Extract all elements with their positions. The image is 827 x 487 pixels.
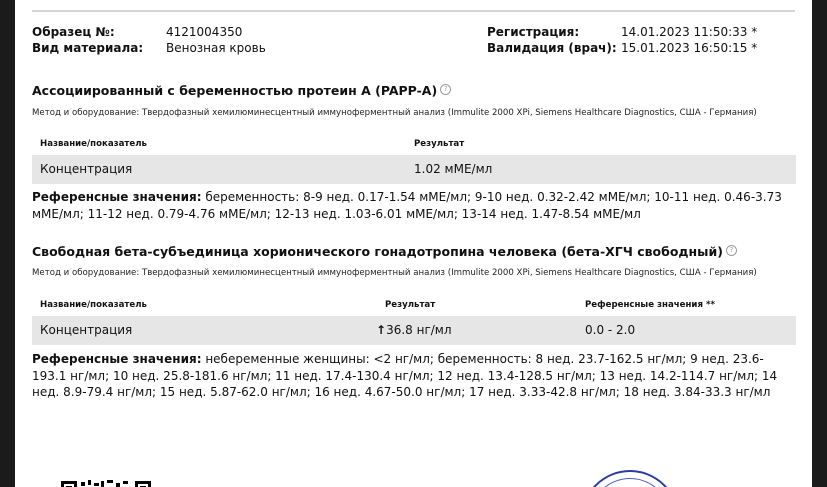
report-page	[15, 0, 812, 487]
section1-row-name: Концентрация	[40, 162, 133, 176]
section1-reference	[32, 189, 797, 222]
section2-row-result-cell	[376, 323, 452, 337]
registration-label: Регистрация:	[487, 25, 580, 39]
question-circle-icon[interactable]: ?	[726, 245, 737, 256]
stamp-inner-ring	[589, 478, 671, 487]
section2-col-result: Результат	[385, 300, 436, 310]
section1-col-name: Название/показатель	[40, 139, 147, 149]
section2-ref-label: Референсные значения:	[32, 352, 202, 366]
sample-label: Образец №:	[32, 25, 115, 39]
section2-ref-text: небеременные женщины: <2 нг/мл; беременность: 8 нед. 23.7-162.5 нг/мл; 9 нед. 23.6-193.1 нг/мл; 10 нед. 25.8-181.6 нг/мл; 11 нед. 17.4-130.4 нг/мл; 12 нед. 13.4-128.5 нг/мл; 13 нед. 14.2-114.7 нг/мл; 14 нед. 8.9-79.4 нг/мл; 15 нед. 5.87-62.0 нг/мл; 16 нед. 4.67-50.0 нг/мл; 17 нед. 3.33-42.8 нг/мл; 18 нед. 3.84-33.3 нг/мл	[32, 352, 778, 399]
section1-ref-text: беременность: 8-9 нед. 0.17-1.54 мМЕ/мл; 9-10 нед. 0.32-2.42 мМЕ/мл; 10-11 нед. 0.46-3.73 мМЕ/мл; 11-12 нед. 0.79-4.76 мМЕ/мл; 12-13 нед. 1.03-6.01 мМЕ/мл; 13-14 нед. 1.47-8.54 мМЕ/мл	[32, 190, 782, 221]
material-value: Венозная кровь	[166, 41, 266, 55]
stamp-seal	[581, 470, 679, 487]
section2-title-text: Свободная бета-субъединица хорионического гонадотропина человека (бета-ХГЧ свободный)	[32, 244, 723, 259]
arrow-up-icon: ↑	[376, 323, 387, 337]
section1-row-result: 1.02 мМЕ/мл	[414, 162, 493, 176]
section1-title	[32, 83, 451, 98]
section2-row-ref: 0.0 - 2.0	[585, 323, 636, 337]
validation-label: Валидация (врач):	[487, 41, 617, 55]
section2-row-name: Концентрация	[40, 323, 133, 337]
qr-code	[61, 478, 151, 487]
section1-col-result: Результат	[414, 139, 465, 149]
section1-ref-label: Референсные значения:	[32, 190, 202, 204]
section2-title	[32, 244, 737, 259]
registration-value: 14.01.2023 11:50:33 *	[621, 25, 758, 39]
section1-table-row	[32, 155, 796, 184]
section2-col-ref: Референсные значения **	[585, 300, 715, 310]
validation-value: 15.01.2023 16:50:15 *	[621, 41, 758, 55]
section2-method: Метод и оборудование: Твердофазный хемилюминесцентный иммуноферментный анализ (Immulite 2000 XPi, Siemens Healthcare Diagnostics, США - Германия)	[32, 268, 757, 278]
sample-value: 4121004350	[166, 25, 243, 39]
top-divider	[32, 10, 795, 12]
question-circle-icon[interactable]: ?	[440, 84, 451, 95]
section2-table-row	[32, 316, 796, 345]
section2-col-name: Название/показатель	[40, 300, 147, 310]
section2-row-result: 36.8 нг/мл	[386, 323, 452, 337]
material-label: Вид материала:	[32, 41, 144, 55]
section2-reference	[32, 351, 797, 401]
section1-method: Метод и оборудование: Твердофазный хемилюминесцентный иммуноферментный анализ (Immulite 2000 XPi, Siemens Healthcare Diagnostics, США - Германия)	[32, 108, 757, 118]
section1-title-text: Ассоциированный с беременностью протеин А (PAPP-A)	[32, 83, 438, 98]
